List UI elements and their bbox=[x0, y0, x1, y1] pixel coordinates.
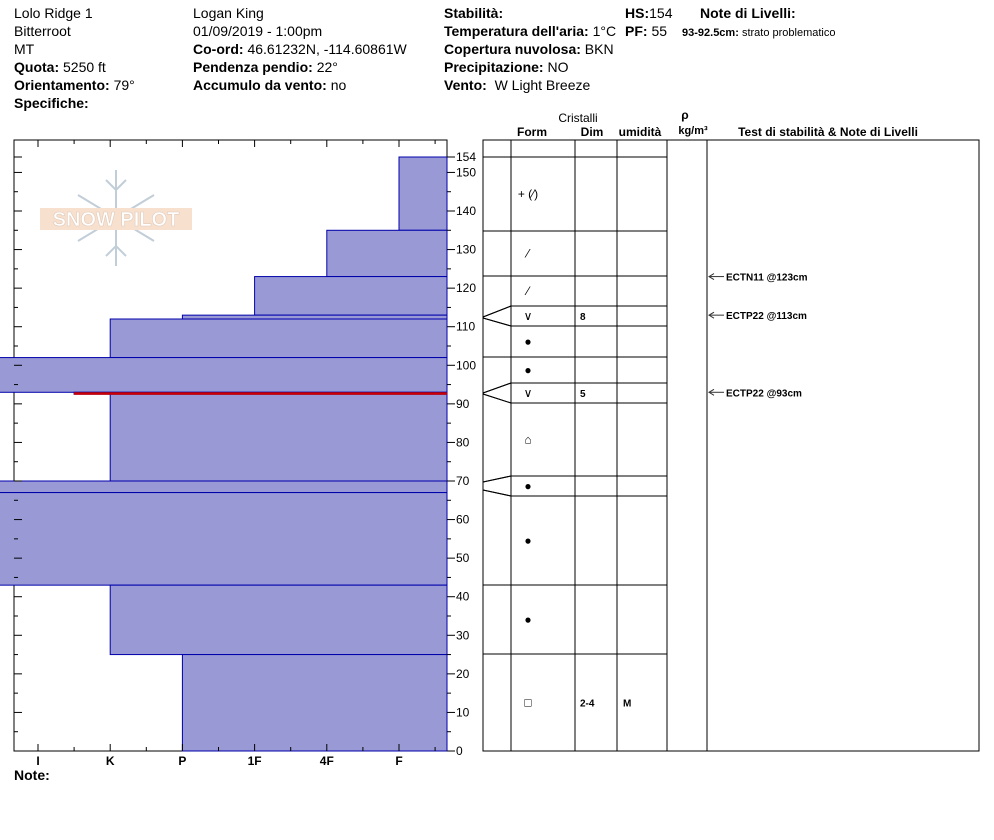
depth-tick-label: 70 bbox=[456, 474, 470, 488]
crystal-form: □ bbox=[524, 695, 532, 710]
hardness-tick-label: K bbox=[105, 754, 115, 768]
hardness-tick-label: I bbox=[36, 754, 40, 768]
state: MT bbox=[14, 41, 35, 57]
hardness-bar bbox=[255, 277, 447, 316]
logo-text: SNOW PILOT bbox=[52, 209, 180, 231]
crystal-form: ⁄ bbox=[526, 284, 530, 298]
crystal-form: ● bbox=[524, 533, 532, 548]
col-dim: Dim bbox=[580, 125, 604, 139]
test-label: ECTN11 @123cm bbox=[726, 272, 808, 284]
vento-label: Vento: bbox=[444, 77, 487, 93]
problem-layer-marker bbox=[74, 392, 447, 395]
orient-value: 79° bbox=[113, 77, 135, 93]
depth-connector-extra bbox=[483, 318, 511, 326]
test-label: ECTP22 @113cm bbox=[726, 311, 807, 323]
hardness-tick-label: F bbox=[395, 754, 403, 768]
col-kgm3: kg/m³ bbox=[678, 125, 708, 137]
note-row bbox=[14, 766, 50, 784]
depth-tick-label: 10 bbox=[456, 705, 470, 720]
hardness-bar bbox=[0, 481, 447, 493]
test-label: ECTP22 @93cm bbox=[726, 388, 802, 400]
col-rho: ρ bbox=[681, 108, 689, 122]
hardness-tick-label: P bbox=[178, 754, 187, 768]
hardness-tick-label: 4F bbox=[319, 754, 334, 768]
quota-label: Quota: bbox=[14, 59, 60, 75]
hardness-bar bbox=[327, 230, 447, 276]
hardness-bar bbox=[0, 493, 447, 586]
temp-value: 1°C bbox=[592, 23, 617, 39]
mountain-range: Bitterroot bbox=[14, 23, 71, 39]
hardness-bar bbox=[182, 655, 447, 751]
hardness-bar bbox=[110, 394, 447, 481]
stability-tests bbox=[709, 273, 808, 400]
hs-value: 154 bbox=[649, 5, 673, 21]
crystal-dim: 2-4 bbox=[580, 698, 595, 710]
depth-tick-label: 90 bbox=[456, 396, 470, 411]
depth-tick-label: 50 bbox=[456, 551, 470, 566]
precip-label: Precipitazione: bbox=[444, 59, 544, 75]
depth-tick-label: 20 bbox=[456, 666, 470, 681]
hardness-bar bbox=[110, 585, 447, 654]
crystal-form: + (⁄) bbox=[517, 187, 539, 201]
depth-tick-label: 150 bbox=[456, 165, 477, 180]
specifiche-label: Specifiche: bbox=[14, 95, 89, 111]
orient-label: Orientamento: bbox=[14, 77, 110, 93]
note-livelli-title: Note di Livelli: bbox=[700, 5, 796, 21]
depth-connector-extra bbox=[483, 306, 511, 317]
depth-tick-label: 140 bbox=[456, 204, 477, 218]
depth-tick-label: 30 bbox=[456, 628, 470, 643]
hardness-bar bbox=[399, 157, 447, 230]
crystal-form: ∨ bbox=[523, 386, 533, 400]
pendenza-value: 22° bbox=[316, 59, 338, 75]
depth-tick-label: 80 bbox=[456, 435, 470, 450]
hardness-bars bbox=[0, 157, 447, 751]
hardness-bar bbox=[182, 315, 447, 319]
depth-tick-label: 60 bbox=[456, 512, 470, 527]
crystal-table-frame bbox=[483, 140, 979, 751]
precip-value: NO bbox=[547, 59, 569, 75]
depth-tick-label: 120 bbox=[456, 281, 477, 296]
depth-connector-extra bbox=[483, 383, 511, 393]
col-cristalli: Cristalli bbox=[558, 111, 598, 125]
depth-tick-label: 40 bbox=[456, 589, 470, 604]
location-name: Lolo Ridge 1 bbox=[14, 5, 93, 21]
snowpilot-logo bbox=[40, 170, 192, 266]
datetime: 01/09/2019 - 1:00pm bbox=[193, 23, 323, 39]
note-label: Note: bbox=[14, 767, 50, 783]
note-livelli-text: strato problematico bbox=[741, 27, 836, 39]
pf-label: PF: bbox=[625, 23, 648, 39]
crystal-form: ● bbox=[524, 334, 532, 349]
hs-label: HS: bbox=[625, 5, 650, 21]
depth-connector-extra bbox=[483, 476, 511, 482]
quota-value: 5250 ft bbox=[63, 59, 106, 75]
depth-tick-label: 110 bbox=[456, 319, 476, 334]
vento-value: W Light Breeze bbox=[494, 77, 591, 93]
accumulo-value: no bbox=[330, 77, 347, 93]
hardness-bar bbox=[0, 358, 447, 393]
depth-connector-extra bbox=[483, 490, 511, 496]
copertura-value: BKN bbox=[584, 41, 614, 57]
col-form: Form bbox=[517, 125, 547, 139]
depth-tick-label: 130 bbox=[456, 242, 477, 257]
crystal-form: ⁄ bbox=[526, 246, 530, 261]
pendenza-label: Pendenza pendio: bbox=[193, 59, 313, 75]
stabilita-label: Stabilità: bbox=[444, 5, 504, 21]
depth-tick-label: 154 bbox=[456, 150, 477, 164]
crystal-form: ● bbox=[524, 612, 532, 627]
crystal-moisture: M bbox=[623, 698, 632, 710]
hardness-bar bbox=[110, 319, 447, 358]
crystal-dim: 8 bbox=[580, 312, 586, 323]
copertura-label: Copertura nuvolosa: bbox=[444, 41, 581, 57]
coord-label: Co-ord: bbox=[193, 41, 244, 57]
hardness-tick-label: 1F bbox=[247, 754, 262, 768]
crystal-form: ● bbox=[524, 363, 532, 377]
col-tests: Test di stabilità & Note di Livelli bbox=[738, 125, 918, 139]
observer: Logan King bbox=[193, 5, 264, 21]
pf-value: 55 bbox=[651, 23, 668, 39]
crystal-form: ∨ bbox=[523, 309, 533, 323]
crystal-form: ● bbox=[524, 479, 532, 493]
coord-value: 46.61232N, -114.60861W bbox=[247, 41, 407, 57]
depth-tick-label: 100 bbox=[456, 358, 477, 373]
accumulo-label: Accumulo da vento: bbox=[193, 77, 327, 93]
depth-connector-extra bbox=[483, 394, 511, 403]
crystal-form: ⌂ bbox=[524, 432, 532, 447]
temp-label: Temperatura dell'aria: bbox=[444, 23, 589, 39]
col-umidita: umidità bbox=[618, 125, 662, 139]
crystal-dim: 5 bbox=[580, 389, 586, 400]
note-livelli-range: 93-92.5cm: bbox=[682, 27, 739, 39]
depth-tick-label: 0 bbox=[456, 744, 463, 758]
